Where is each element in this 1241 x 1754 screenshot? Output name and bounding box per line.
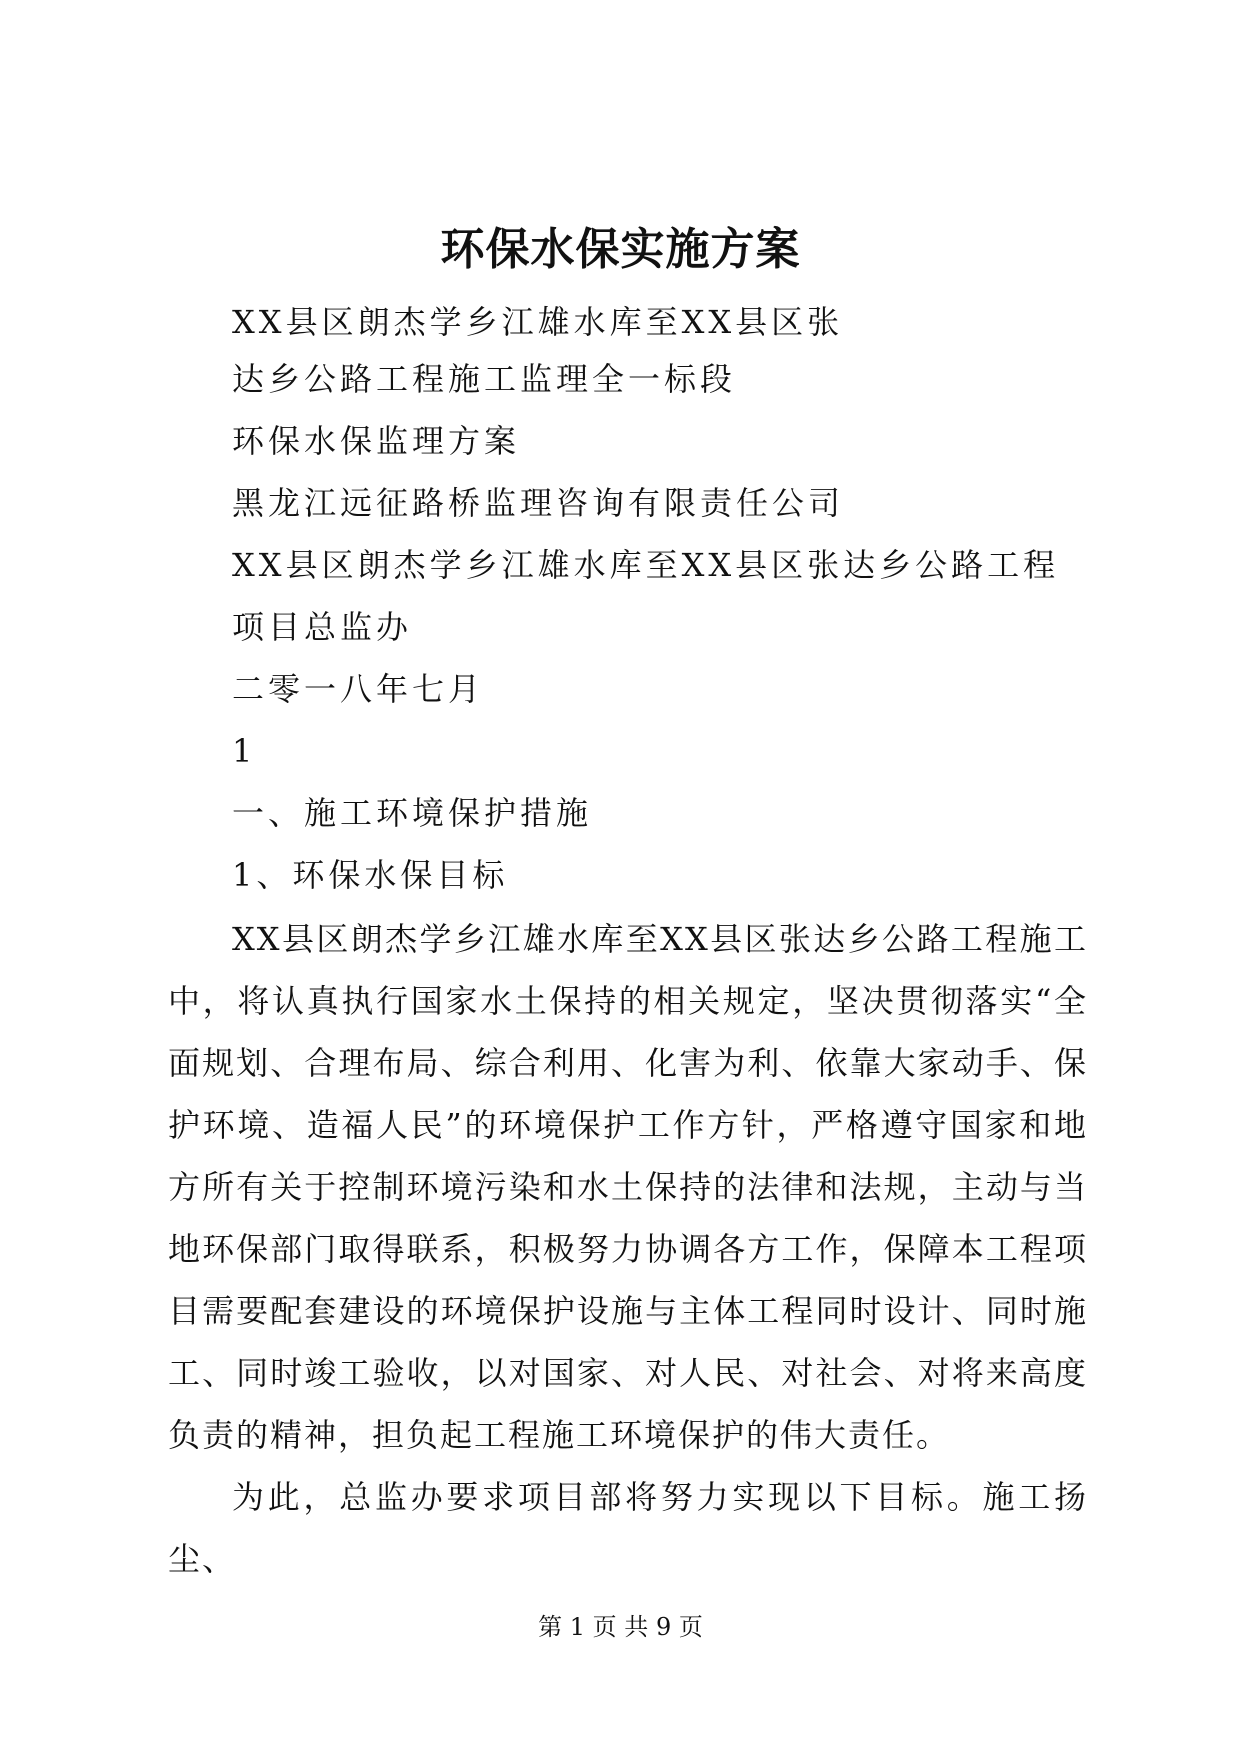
document-date: 二零一八年七月 <box>232 670 485 708</box>
page-title: 环保水保实施方案 <box>440 224 801 275</box>
office-name: 项目总监办 <box>232 608 413 646</box>
body-paragraph-2: 为此，总监办要求项目部将努力实现以下目标。施工扬尘、 <box>168 1478 1088 1578</box>
project-name: XX县区朗杰学乡江雄水库至XX县区张达乡公路工程 <box>232 546 1060 584</box>
company-name: 黑龙江远征路桥监理咨询有限责任公司 <box>232 484 845 522</box>
subsection-heading: 1、环保水保目标 <box>232 856 509 894</box>
header-line-2: 达乡公路工程施工监理全一标段 <box>232 360 737 398</box>
header-line-3: 环保水保监理方案 <box>232 422 521 460</box>
page-footer: 第 1 页 共 9 页 <box>538 1613 703 1641</box>
page-number-marker: 1 <box>232 732 257 770</box>
section-heading: 一、施工环境保护措施 <box>232 794 593 832</box>
header-line-1: XX县区朗杰学乡江雄水库至XX县区张 <box>232 303 844 341</box>
body-paragraph-1: XX县区朗杰学乡江雄水库至XX县区张达乡公路工程施工中，将认真执行国家水土保持的相关规定，坚决贯彻落实“全面规划、合理布局、综合利用、化害为利、依靠大家动手、保护环境、造福人民”的环境保护工作方针，严格遵守国家和地方所有关于控制环境污染和水土保持的法律和法规，主动与当地环保部门取得联系，积极努力协调各方工作，保障本工程项目需要配套建设的环境保护设施与主体工程同时设计、同时施工、同时竣工验收，以对国家、对人民、对社会、对将来高度负责的精神，担负起工程施工环境保护的伟大责任。 <box>168 920 1088 1454</box>
